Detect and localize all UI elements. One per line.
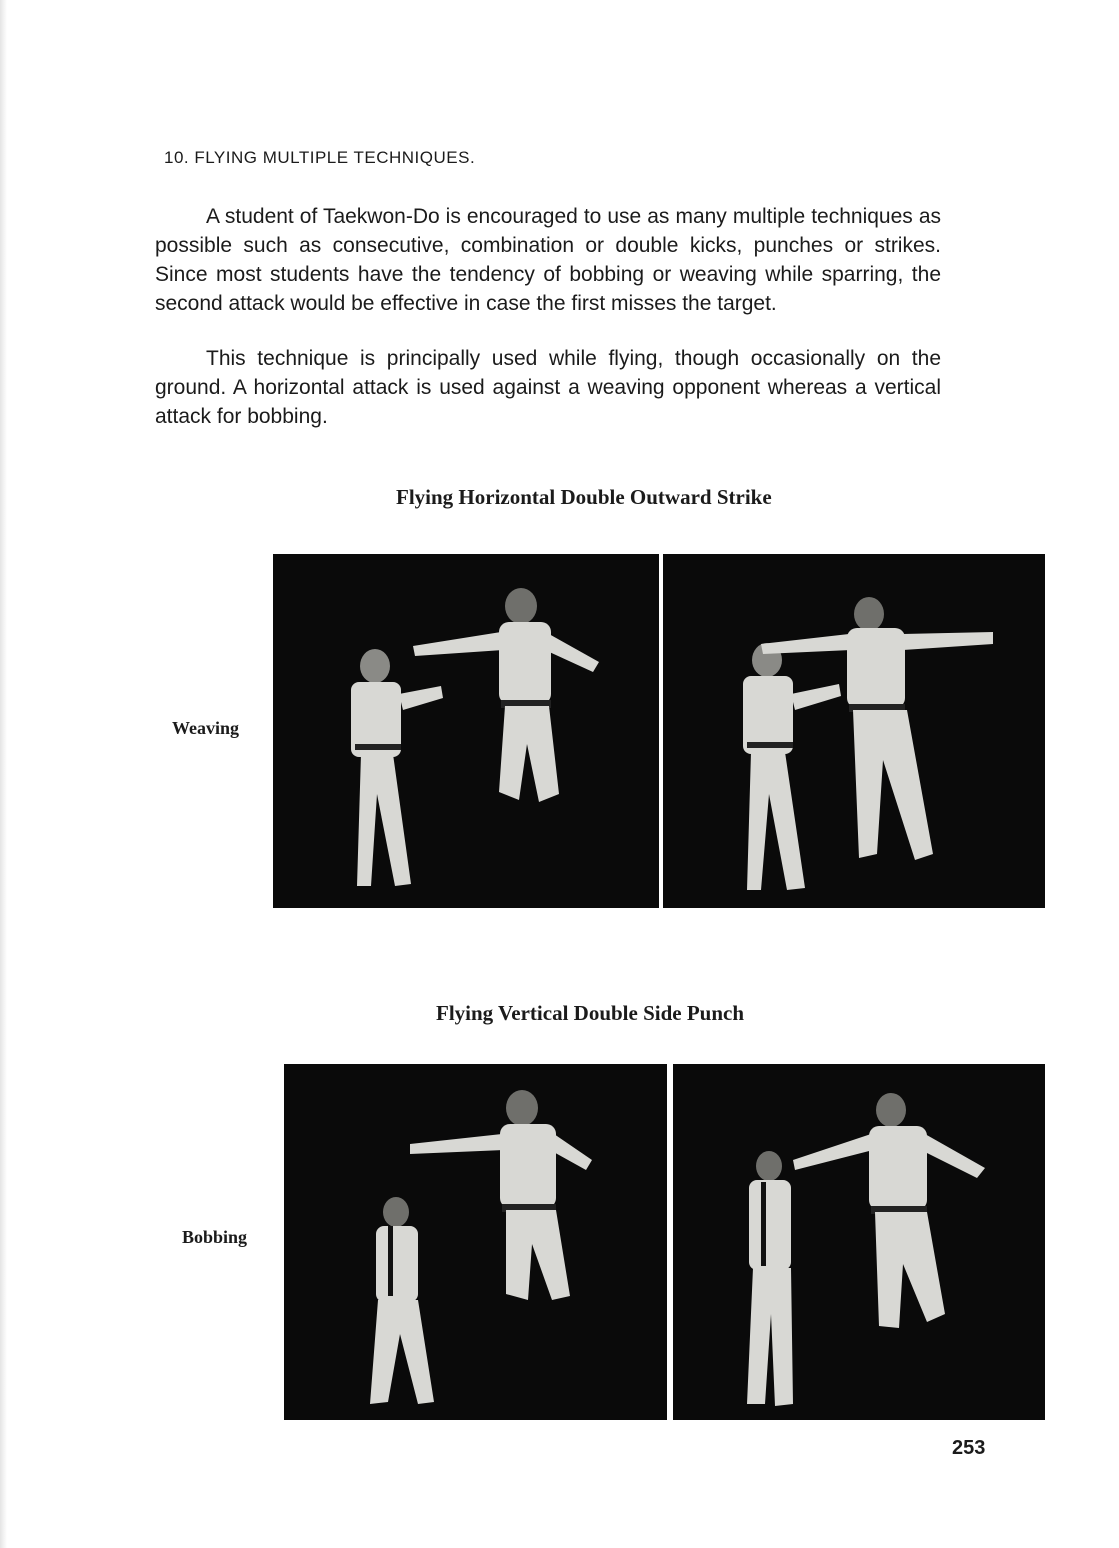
paragraph-1: A student of Taekwon-Do is encouraged to use as many multiple techniques as possible such as consecutive, combination or double kicks, punches or strikes. Since most students have the tendency of bobbing or weaving while sparring, the second attack would be effective in case the first misses the target. bbox=[155, 205, 941, 315]
figure-caption-horizontal-strike: Flying Horizontal Double Outward Strike bbox=[396, 485, 772, 509]
photo-bobbing-1 bbox=[284, 1064, 667, 1420]
page-number: 253 bbox=[952, 1437, 986, 1459]
paragraph-2: This technique is principally used while flying, though occasionally on the ground. A horizontal attack is used against a weaving opponent whereas a vertical attack for bobbing. bbox=[155, 347, 941, 428]
photo-weaving-2 bbox=[663, 554, 1045, 908]
photo-bobbing-2 bbox=[673, 1064, 1045, 1420]
photo-weaving-1-figures bbox=[273, 554, 659, 908]
photo-bobbing-2-figures bbox=[673, 1064, 1045, 1420]
figure-caption-vertical-punch: Flying Vertical Double Side Punch bbox=[436, 1001, 745, 1025]
page-edge bbox=[0, 0, 7, 1548]
photo-weaving-1 bbox=[273, 554, 659, 908]
photo-weaving-2-figures bbox=[663, 554, 1045, 908]
row-label-bobbing: Bobbing bbox=[182, 1227, 248, 1247]
section-heading: 10. FLYING MULTIPLE TECHNIQUES. bbox=[164, 148, 476, 167]
photo-bobbing-1-figures bbox=[284, 1064, 667, 1420]
row-label-weaving: Weaving bbox=[172, 718, 240, 738]
